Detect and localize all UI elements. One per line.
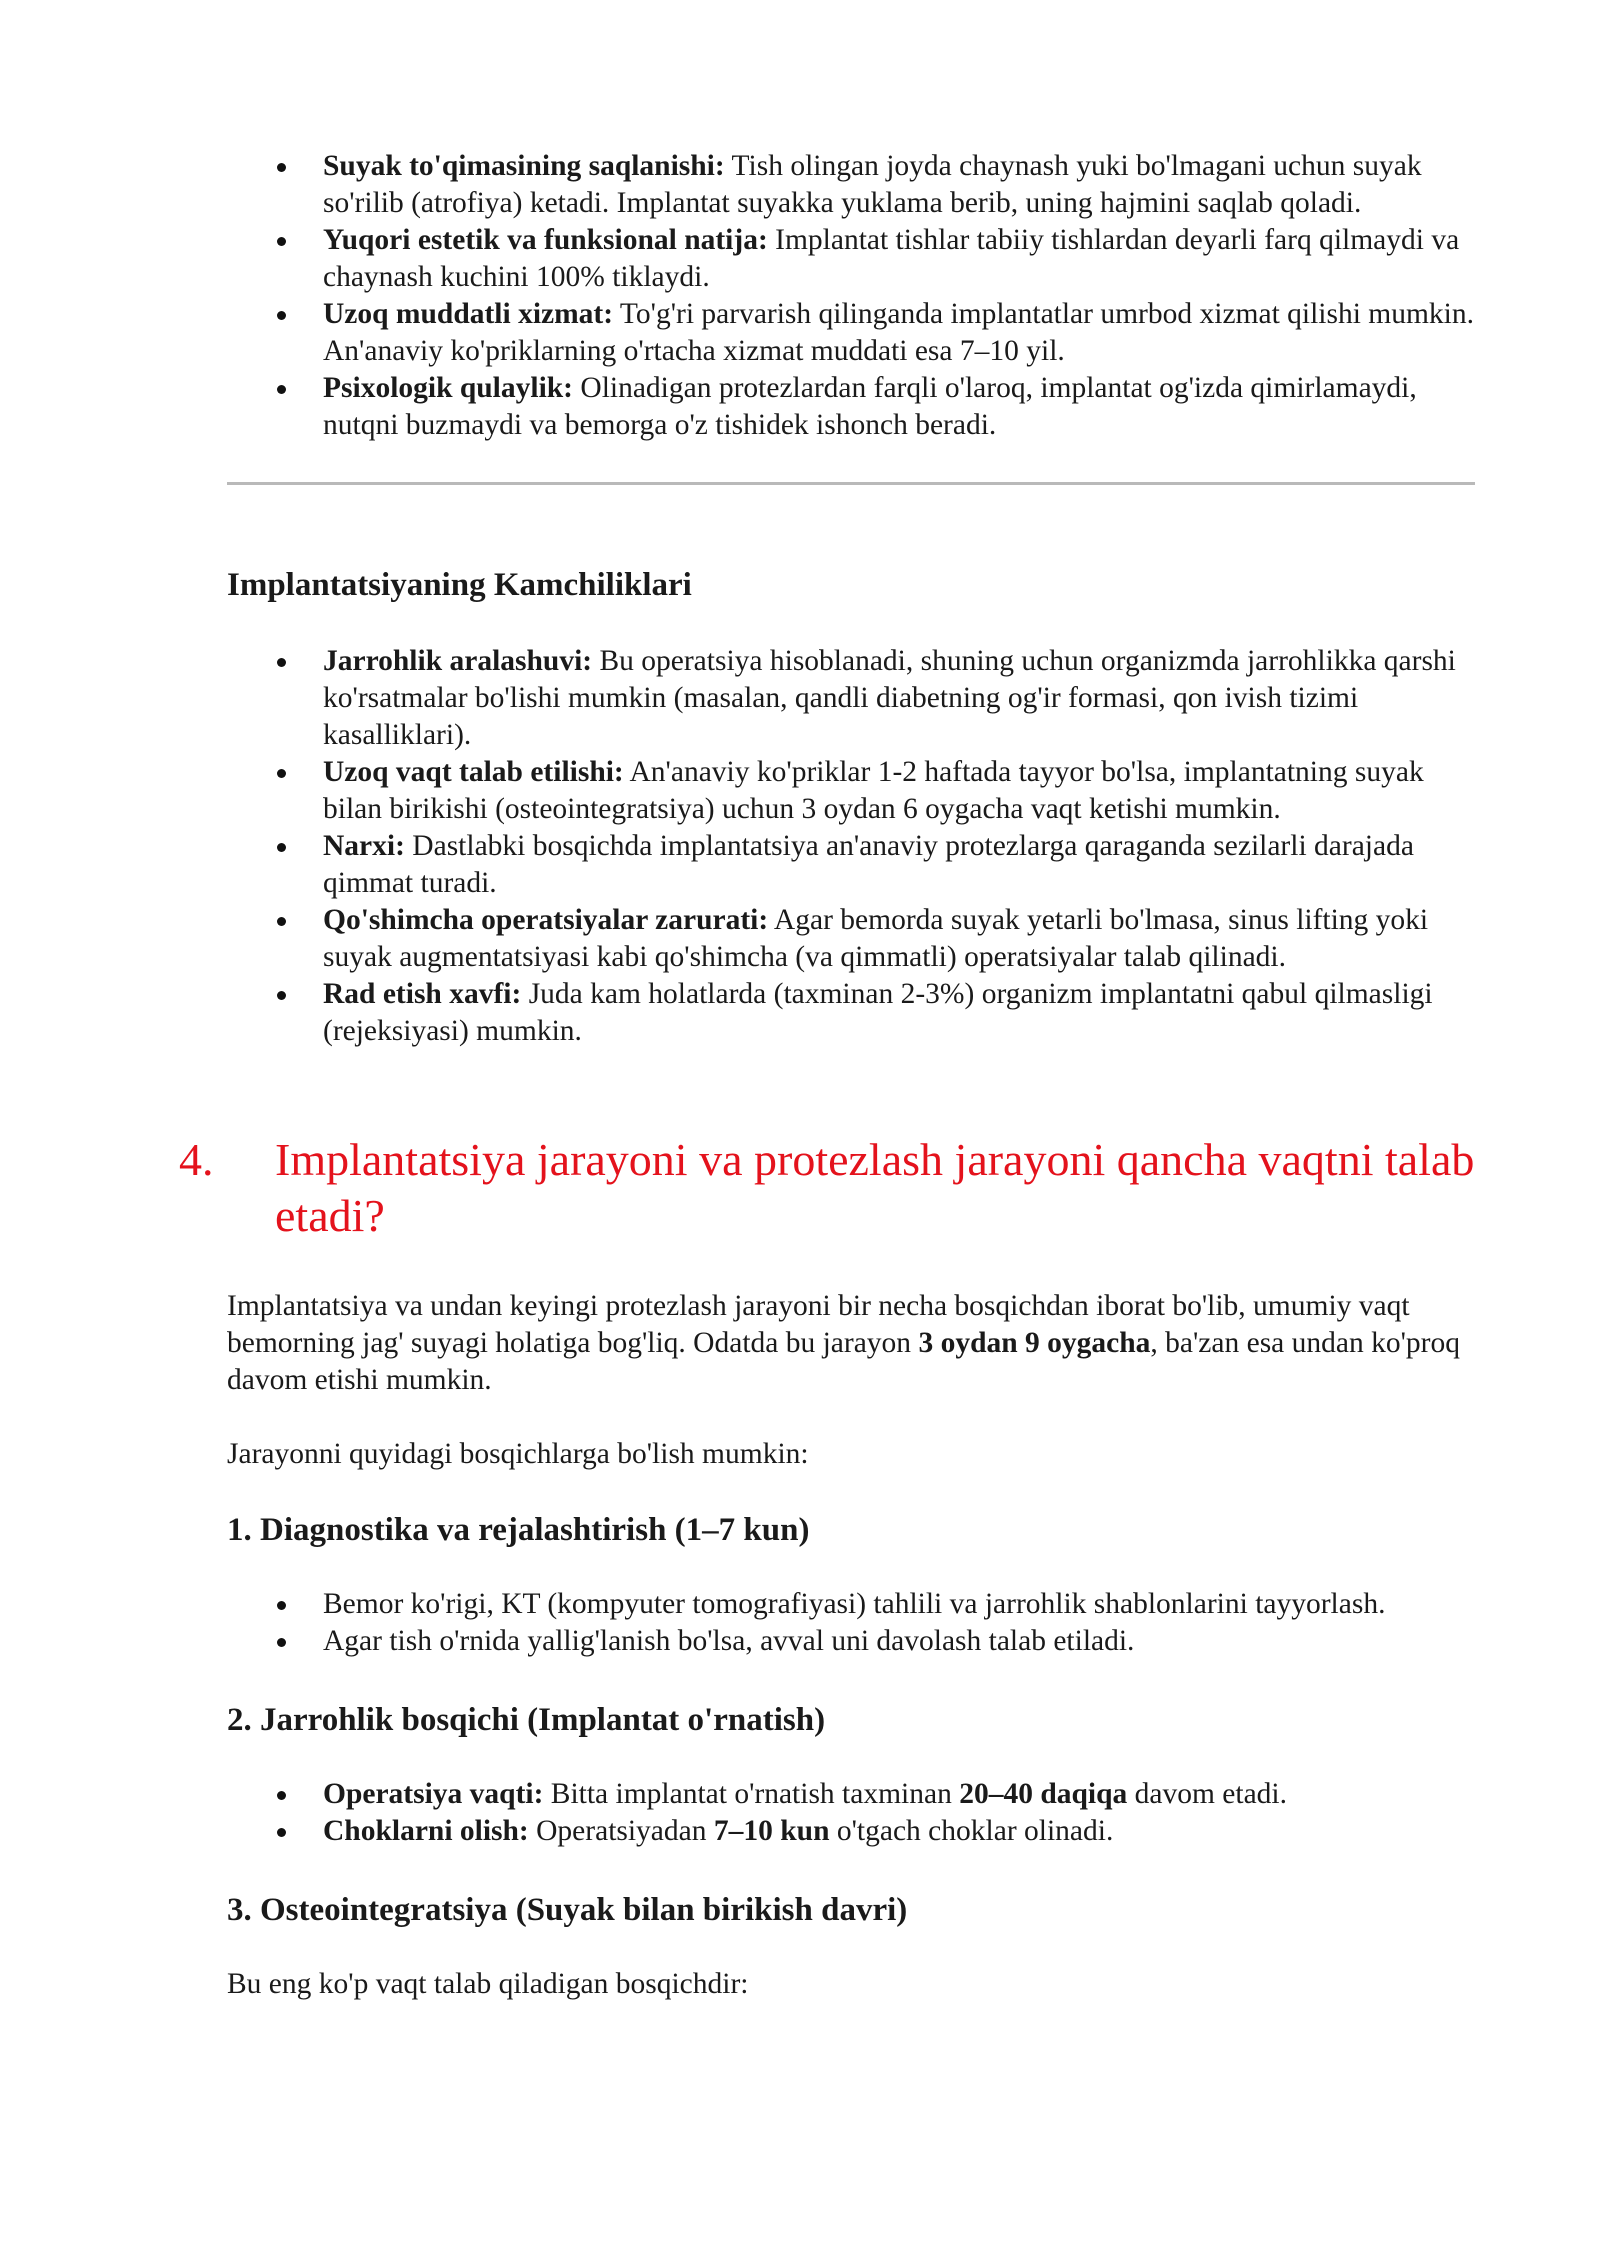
disadvantages-list [227, 643, 1475, 1050]
item-bold-label: Psixologik qulaylik: [323, 372, 574, 404]
disadvantages-heading: Implantatsiyaning Kamchiliklari [227, 567, 692, 603]
item-bold-label: Uzoq vaqt talab etilishi: [323, 756, 624, 788]
document-page [179, 148, 1475, 2040]
item-bold-label: Uzoq muddatli xizmat: [323, 298, 614, 330]
list-item [227, 1813, 1475, 1850]
item-bold-label: Jarrohlik aralashuvi: [323, 645, 593, 677]
list-item [227, 902, 1475, 976]
list-item [227, 1776, 1475, 1813]
item-text: Operatsiyadan [528, 1815, 714, 1847]
item-text: Bu operatsiya hisoblanadi, shuning uchun organizmda jarrohlikka qarshi ko'rsatmalar bo'lishi mumkin (masalan, qandli diabetning og'ir formasi, qon ivish tizimi kasalliklari). [323, 645, 1456, 751]
list-item [227, 828, 1475, 902]
stage-3-lead: Bu eng ko'p vaqt talab qiladigan bosqichdir: [227, 1968, 749, 2000]
item-duration: 20–40 daqiqa [959, 1778, 1128, 1810]
item-bold-label: Operatsiya vaqti: [323, 1778, 544, 1810]
item-duration: 7–10 kun [713, 1815, 830, 1847]
advantages-list [227, 148, 1475, 444]
section-title: Implantatsiya jarayoni va protezlash jarayoni qancha vaqtni talab etadi? [275, 1134, 1475, 1241]
list-item [227, 754, 1475, 828]
section-intro-paragraph [227, 1288, 1475, 1399]
list-item: Bemor ko'rigi, KT (kompyuter tomografiyasi) tahlili va jarrohlik shablonlarini tayyorlash. [227, 1586, 1475, 1623]
item-bold-label: Qo'shimcha operatsiyalar zarurati: [323, 904, 769, 936]
item-bold-label: Yuqori estetik va funksional natija: [323, 224, 768, 256]
item-text: Juda kam holatlarda (taxminan 2-3%) organizm implantatni qabul qilmasligi (rejeksiyasi) mumkin. [323, 978, 1433, 1047]
item-text: Dastlabki bosqichda implantatsiya an'anaviy protezlarga qaraganda sezilarli darajada qimmat turadi. [323, 830, 1414, 899]
stage-1-heading: 1. Diagnostika va rejalashtirish (1–7 kun) [227, 1512, 810, 1548]
intro-duration: 3 oydan 9 oygacha [918, 1327, 1151, 1359]
stages-lead-paragraph: Jarayonni quyidagi bosqichlarga bo'lish mumkin: [227, 1438, 809, 1470]
list-item [227, 222, 1475, 296]
item-bold-label: Suyak to'qimasining saqlanishi: [323, 150, 725, 182]
stage-1-list [227, 1586, 1475, 1660]
list-item [227, 643, 1475, 754]
item-text: To'g'ri parvarish qilinganda implantatlar umrbod xizmat qilishi mumkin. An'anaviy ko'priklarning o'rtacha xizmat muddati esa 7–10 yil. [323, 298, 1474, 367]
item-bold-label: Rad etish xavfi: [323, 978, 522, 1010]
list-item: Agar tish o'rnida yallig'lanish bo'lsa, avval uni davolash talab etiladi. [227, 1623, 1475, 1660]
item-bold-label: Narxi: [323, 830, 405, 862]
item-text: Olinadigan protezlardan farqli o'laroq, implantat og'izda qimirlamaydi, nutqni buzmaydi va bemorga o'z tishidek ishonch beradi. [323, 372, 1417, 441]
section-4-heading [179, 1132, 1475, 1244]
list-item [227, 976, 1475, 1050]
item-text: o'tgach choklar olinadi. [829, 1815, 1114, 1847]
stage-2-heading: 2. Jarrohlik bosqichi (Implantat o'rnatish) [227, 1702, 826, 1738]
item-text: davom etadi. [1127, 1778, 1287, 1810]
section-number: 4. [179, 1134, 214, 1185]
item-text: Tish olingan joyda chaynash yuki bo'lmagani uchun suyak so'rilib (atrofiya) ketadi. Implantat suyakka yuklama berib, uning hajmini saqlab qoladi. [323, 150, 1422, 219]
item-text: Agar bemorda suyak yetarli bo'lmasa, sinus lifting yoki suyak augmentatsiyasi kabi qo'shimcha (va qimmatli) operatsiyalar talab qilinadi. [323, 904, 1429, 973]
list-item [227, 370, 1475, 444]
list-item [227, 148, 1475, 222]
stage-2-list [227, 1776, 1475, 1850]
list-item [227, 296, 1475, 370]
intro-text-end: , ba'zan esa undan ko'proq davom etishi mumkin. [227, 1327, 1461, 1396]
intro-text-start: Implantatsiya va undan keyingi protezlash jarayoni bir necha bosqichdan iborat bo'lib, umumiy vaqt bemorning jag' suyagi holatiga bog'liq. Odatda bu jarayon [227, 1290, 1410, 1359]
stage-3-heading: 3. Osteointegratsiya (Suyak bilan birikish davri) [227, 1892, 908, 1928]
horizontal-divider [227, 482, 1475, 485]
item-text: Bitta implantat o'rnatish taxminan [543, 1778, 960, 1810]
item-text: Implantat tishlar tabiiy tishlardan deyarli farq qilmaydi va chaynash kuchini 100% tiklaydi. [323, 224, 1460, 293]
item-bold-label: Choklarni olish: [323, 1815, 529, 1847]
item-text: An'anaviy ko'priklar 1-2 haftada tayyor bo'lsa, implantatning suyak bilan birikishi (osteointegratsiya) uchun 3 oydan 6 oygacha vaqt ketishi mumkin. [323, 756, 1424, 825]
